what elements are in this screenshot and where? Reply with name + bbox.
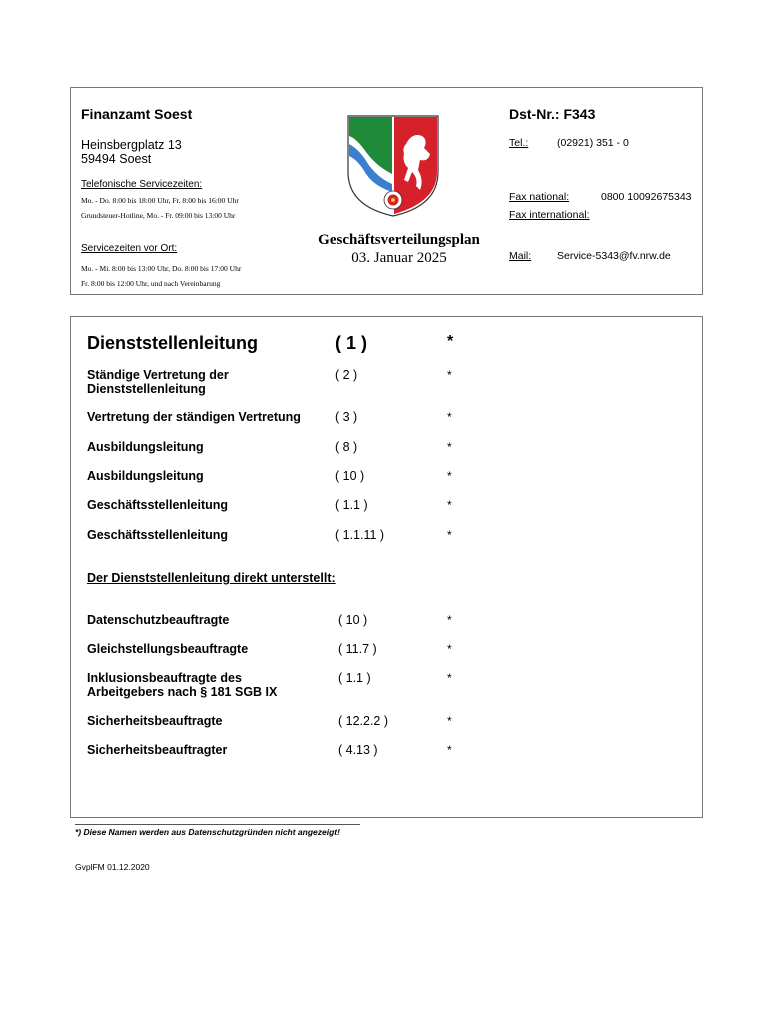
list-item-star: * bbox=[447, 368, 452, 382]
office-name: Finanzamt Soest bbox=[81, 106, 193, 122]
tel-label: Tel.: bbox=[509, 137, 529, 149]
list-item-label: Ausbildungsleitung bbox=[87, 440, 204, 454]
list-item-code: ( 1.1 ) bbox=[335, 498, 368, 512]
street: Heinsbergplatz 13 bbox=[81, 138, 182, 152]
list-item-label: Geschäftsstellenleitung bbox=[87, 528, 229, 542]
main-title-code: ( 1 ) bbox=[335, 333, 368, 353]
list-item-star: * bbox=[447, 714, 452, 728]
list-item-label: Ständige Vertretung der Dienststellenleitung bbox=[87, 368, 229, 396]
fax-international-label: Fax international: bbox=[509, 209, 590, 221]
service-phone-title: Telefonische Servicezeiten: bbox=[81, 179, 203, 190]
city: 59494 Soest bbox=[81, 152, 152, 166]
list-item-label: Vertretung der ständigen Vertretung bbox=[87, 410, 301, 424]
footnote: *) Diese Namen werden aus Datenschutzgründen nicht angezeigt! bbox=[75, 827, 340, 837]
list-item-code: ( 1.1.11 ) bbox=[335, 528, 385, 542]
list-item-code: ( 8 ) bbox=[335, 440, 358, 454]
list-item-star: * bbox=[447, 613, 452, 627]
main-title-star: * bbox=[447, 333, 454, 350]
mail-label: Mail: bbox=[509, 250, 532, 262]
list-item-code: ( 4.13 ) bbox=[338, 743, 378, 757]
list-item-code: ( 2 ) bbox=[335, 368, 358, 382]
list-item-star: * bbox=[447, 528, 452, 542]
fax-national-label: Fax national: bbox=[509, 191, 570, 203]
service-onsite-title: Servicezeiten vor Ort: bbox=[81, 243, 178, 254]
mail-value[interactable]: Service-5343@fv.nrw.de bbox=[557, 250, 671, 262]
nrw-coat-of-arms-icon bbox=[346, 114, 440, 218]
list-item-code: ( 1.1 ) bbox=[338, 671, 371, 685]
list-item-label: Sicherheitsbeauftragte bbox=[87, 714, 223, 728]
footer-code: GvplFM 01.12.2020 bbox=[75, 862, 150, 872]
list-item-label: Sicherheitsbeauftragter bbox=[87, 743, 228, 757]
list-item-label: Geschäftsstellenleitung bbox=[87, 498, 229, 512]
service-phone-hours: Mo. - Do. 8:00 bis 18:00 Uhr, Fr. 8:00 bis 16:00 Uhr bbox=[81, 196, 239, 205]
list-item-code: ( 3 ) bbox=[335, 410, 358, 424]
list-item-code: ( 12.2.2 ) bbox=[338, 714, 389, 728]
list-item-code: ( 10 ) bbox=[338, 613, 368, 627]
subheading: Der Dienststellenleitung direkt unterstellt: bbox=[87, 571, 336, 585]
plan-title: Geschäftsverteilungsplan bbox=[318, 232, 480, 248]
hotline: Grundsteuer-Hotline, Mo. - Fr. 09:00 bis 13:00 Uhr bbox=[81, 211, 236, 220]
list-item-label: Ausbildungsleitung bbox=[87, 469, 204, 483]
list-item-code: ( 10 ) bbox=[335, 469, 365, 483]
fax-national-value: 0800 10092675343 bbox=[601, 191, 692, 203]
list-item-star: * bbox=[447, 498, 452, 512]
main-title: Dienststellenleitung bbox=[87, 333, 259, 353]
list-item-star: * bbox=[447, 642, 452, 656]
list-item-star: * bbox=[447, 671, 452, 685]
list-item-label: Datenschutzbeauftragte bbox=[87, 613, 230, 627]
list-item-star: * bbox=[447, 410, 452, 424]
list-item-star: * bbox=[447, 743, 452, 757]
tel-value: (02921) 351 - 0 bbox=[557, 137, 629, 149]
list-item-label: Gleichstellungsbeauftragte bbox=[87, 642, 249, 656]
plan-date: 03. Januar 2025 bbox=[351, 250, 447, 266]
dst-nr: Dst-Nr.: F343 bbox=[509, 106, 596, 122]
service-onsite-hours-1: Mo. - Mi. 8:00 bis 13:00 Uhr, Do. 8:00 bis 17:00 Uhr bbox=[81, 264, 242, 273]
list-item-code: ( 11.7 ) bbox=[338, 642, 377, 656]
service-onsite-hours-2: Fr. 8:00 bis 12:00 Uhr, und nach Vereinbarung bbox=[81, 279, 221, 288]
list-item-star: * bbox=[447, 440, 452, 454]
list-item-star: * bbox=[447, 469, 452, 483]
footnote-divider bbox=[75, 824, 360, 825]
list-item-label: Inklusionsbeauftragte des Arbeitgebers nach § 181 SGB IX bbox=[87, 671, 278, 699]
